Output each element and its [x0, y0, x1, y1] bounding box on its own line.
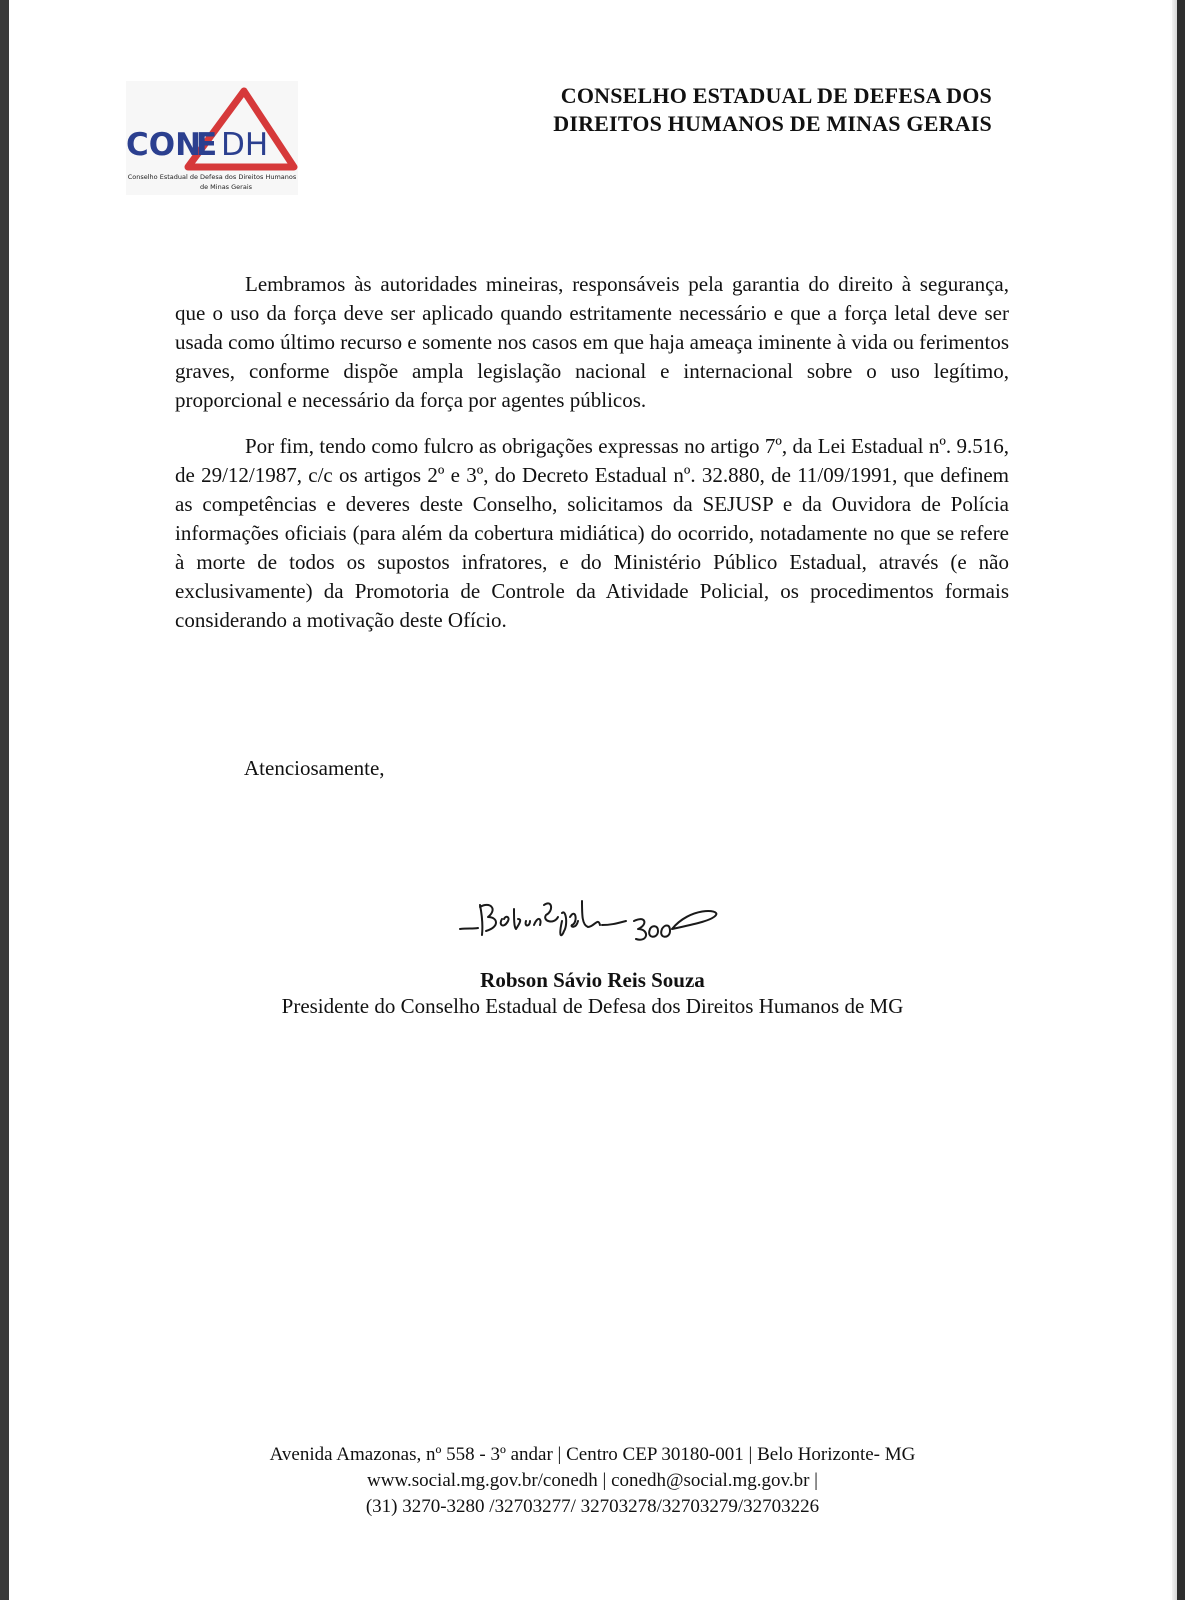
footer-web-email: www.social.mg.gov.br/conedh | conedh@social.mg.gov.br |: [367, 1470, 818, 1491]
logo-wordmark-e: E: [196, 127, 218, 163]
logo-wordmark-dh: DH: [221, 127, 269, 163]
conedh-logo: [126, 81, 298, 195]
letter-body: [175, 270, 1009, 652]
paragraph-authorities: Lembramos às autoridades mineiras, responsáveis pela garantia do direito à segurança, que o uso da força deve ser aplicado quando estritamente necessário e que a força letal deve ser usada como último recurso e somente nos casos em que haja ameaça iminente à vida ou ferimentos graves, conforme dispõe ampla legislação nacional e internacional sobre o uso legítimo, proporcional e necessário da força por agentes públicos.: [175, 272, 1009, 412]
logo-wordmark-con: CON: [126, 127, 202, 163]
footer-phones: (31) 3270-3280 /32703277/ 32703278/32703279/32703226: [365, 1496, 820, 1517]
council-heading-line2: DIREITOS HUMANOS DE MINAS GERAIS: [553, 111, 992, 136]
scan-edge-right: [1177, 0, 1185, 1600]
signatory-role: Presidente do Conselho Estadual de Defesa dos Direitos Humanos de MG: [281, 994, 904, 1018]
logo-caption-line2: de Minas Gerais: [199, 183, 253, 191]
footer-address: Avenida Amazonas, nº 558 - 3º andar | Centro CEP 30180-001 | Belo Horizonte- MG: [269, 1444, 916, 1465]
council-heading-line1: CONSELHO ESTADUAL DE DEFESA DOS: [560, 83, 992, 108]
letterhead-footer: [0, 1442, 1185, 1520]
handwritten-signature: [458, 895, 738, 965]
signatory-name: Robson Sávio Reis Souza: [480, 968, 705, 992]
council-heading: [472, 82, 992, 138]
paragraph-request: Por fim, tendo como fulcro as obrigações expressas no artigo 7º, da Lei Estadual nº. 9.516, de 29/12/1987, c/c os artigos 2º e 3º, do Decreto Estadual nº. 32.880, de 11/09/1991, que definem as competências e deveres deste Conselho, solicitamos da SEJUSP e da Ouvidora de Polícia informações oficiais (para além da cobertura midiática) do ocorrido, notadamente no que se refere à morte de todos os supostos infratores, e do Ministério Público Estadual, através (e não exclusivamente) da Promotoria de Controle da Atividade Policial, os procedimentos formais considerando a motivação deste Ofício.: [175, 434, 1009, 632]
closing-salutation: Atenciosamente,: [244, 756, 385, 780]
logo-caption-line1: Conselho Estadual de Defesa dos Direitos Humanos: [127, 173, 297, 181]
scan-edge-left: [0, 0, 9, 1600]
